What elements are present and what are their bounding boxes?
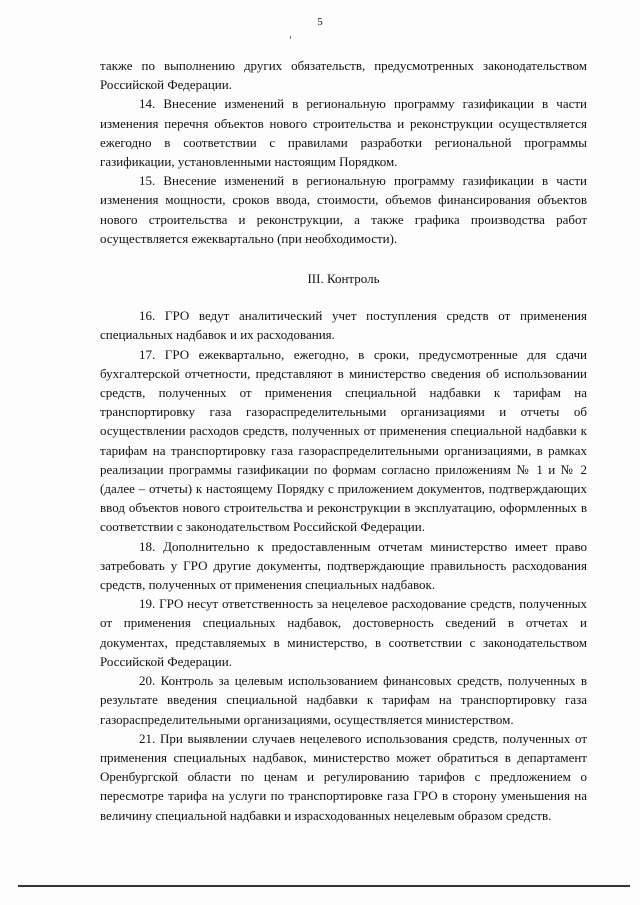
scan-speck [290,36,291,39]
paragraph-18: 18. Дополнительно к предоставленным отчетам министерство имеет право затребовать у ГРО другие документы, подтверждающие правильность расходования средств, полученных от применения специальных надбавок. [100,538,587,593]
section-heading: III. Контроль [307,271,380,287]
paragraph-19: 19. ГРО несут ответственность за нецелевое расходование средств, полученных от применения специальных надбавок, достоверность сведений в отчетах и документах, представляемых в министерство, в соответствии с законодательством Российской Федерации. [100,596,587,669]
paragraph-17: 17. ГРО ежеквартально, ежегодно, в сроки, предусмотренные для сдачи бухгалтерской отчетности, представляют в министерство сведения об использовании средств, полученных от применения специальной надбавки к тарифам на транспортировку газа газораспределительными организациями и отчеты об осуществлении расходов средств, полученных от применения специальной надбавки к тарифам на транспортировку газа газораспределительными организациями, в рамках реализации программы газификации по формам согласно приложениям № 1 и № 2 (далее – отчеты) к настоящему Порядку с приложением документов, подтверждающих ввод объектов нового строительства и реконструкции в эксплуатацию, оформленных в соответствии с законодательством Российской Федерации. [100,346,587,535]
paragraph-continuation: также по выполнению других обязательств, предусмотренных законодательством Российской Федерации. [100,58,587,93]
page-number: 5 [317,16,323,28]
document-body [100,56,587,825]
paragraph-21: 21. При выявлении случаев нецелевого использования средств, полученных от применения специальных надбавок, министерство может обратиться в департамент Оренбургской области по ценам и регулированию тарифов с предложением о пересмотре тарифа на услуги по транспортировке газа ГРО в сторону уменьшения на величину специальной надбавки и израсходованных нецелевым образом средств. [100,730,587,823]
paragraph-20: 20. Контроль за целевым использованием финансовых средств, полученных в результате введения специальной надбавки к тарифам на транспортировку газа газораспределительными организациями, осуществляется министерством. [100,673,587,727]
paragraph-15: 15. Внесение изменений в региональную программу газификации в части изменения мощности, сроков ввода, стоимости, объемов финансирования объектов нового строительства и реконструкции, а также графика производства работ осуществляется ежеквартально (при необходимости). [100,173,587,246]
bottom-rule [18,885,630,887]
paragraph-14: 14. Внесение изменений в региональную программу газификации в части изменения перечня объектов нового строительства и реконструкции осуществляется ежегодно в соответствии с правилами разработки региональной программы газификации, установленными настоящим Порядком. [100,96,587,170]
paragraph-16: 16. ГРО ведут аналитический учет поступления средств от применения специальных надбавок и их расходования. [100,308,587,343]
